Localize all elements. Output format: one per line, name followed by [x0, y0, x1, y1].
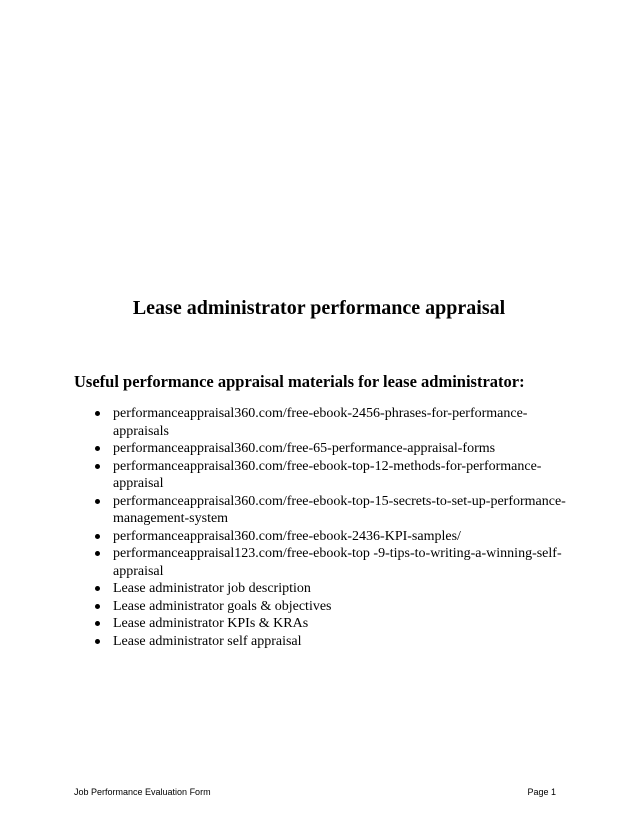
document-title: Lease administrator performance appraisal [132, 297, 506, 319]
resource-list [94, 405, 574, 650]
bullet-icon [95, 621, 100, 626]
bullet-icon [95, 411, 100, 416]
list-item[interactable] [94, 598, 574, 616]
bullet-icon [95, 534, 100, 539]
bullet-icon [95, 464, 100, 469]
list-item[interactable] [94, 458, 574, 493]
list-item-text: performanceappraisal360.com/free-ebook-top-12-methods-for-performance-appraisal [113, 458, 542, 491]
list-item[interactable] [94, 633, 574, 651]
list-item-text: performanceappraisal360.com/free-65-performance-appraisal-forms [113, 441, 496, 456]
list-item-text: performanceappraisal360.com/free-ebook-top-15-secrets-to-set-up-performance-management-system [113, 493, 566, 526]
list-item-text: Lease administrator job description [113, 581, 311, 596]
list-item-text: performanceappraisal360.com/free-ebook-2456-phrases-for-performance-appraisals [113, 406, 528, 439]
section-heading: Useful performance appraisal materials for lease administrator: [74, 372, 525, 391]
list-item[interactable] [94, 405, 574, 440]
list-item-text: Lease administrator KPIs & KRAs [113, 616, 309, 631]
bullet-icon [95, 551, 100, 556]
bullet-icon [95, 446, 100, 451]
list-item-text: performanceappraisal360.com/free-ebook-2436-KPI-samples/ [113, 528, 461, 544]
list-item[interactable] [94, 615, 574, 633]
list-item[interactable] [94, 440, 574, 458]
bullet-icon [95, 499, 100, 504]
list-item-text: Lease administrator self appraisal [113, 633, 302, 649]
list-item-text: Lease administrator goals & objectives [113, 598, 332, 614]
list-item[interactable] [94, 580, 574, 598]
list-item[interactable] [94, 493, 574, 528]
bullet-icon [95, 604, 100, 609]
bullet-icon [95, 639, 100, 644]
bullet-icon [95, 586, 100, 591]
list-item[interactable] [94, 528, 574, 546]
footer-page-number: Page 1 [527, 787, 556, 797]
footer-form-name: Job Performance Evaluation Form [74, 787, 211, 797]
list-item-text: performanceappraisal123.com/free-ebook-top -9-tips-to-writing-a-winning-self-appraisal [113, 546, 562, 579]
list-item[interactable] [94, 545, 574, 580]
